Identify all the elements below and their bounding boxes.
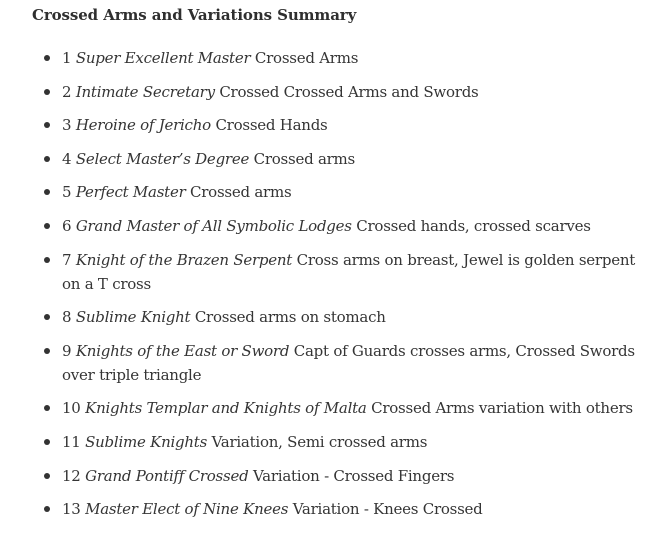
list-item	[44, 339, 656, 387]
list-item	[44, 80, 656, 104]
item-title: Grand Master of All Symbolic Lodges	[75, 216, 352, 235]
item-number: 2	[62, 82, 72, 101]
item-title: Sublime Knight	[75, 308, 191, 327]
item-title: Sublime Knights	[85, 432, 208, 451]
item-description: Crossed arms on stomach	[194, 308, 386, 327]
bullet-icon	[44, 89, 50, 95]
item-number: 7	[62, 250, 72, 269]
item-description: Capt of Guards crosses arms, Crossed Swords over triple triangle	[62, 341, 635, 384]
list-item	[44, 180, 656, 204]
item-number: 4	[62, 149, 72, 168]
list-item	[44, 430, 656, 454]
item-title: Knights of the East or Sword	[75, 341, 290, 360]
item-number: 10	[62, 399, 81, 418]
summary-heading: Crossed Arms and Variations Summary	[32, 6, 357, 24]
item-title: Perfect Master	[75, 183, 186, 202]
item-description: Variation - Knees Crossed	[292, 500, 483, 519]
bullet-icon	[44, 348, 50, 354]
item-number: 3	[62, 116, 72, 135]
list-item	[44, 464, 656, 488]
item-number: 6	[62, 216, 72, 235]
item-number: 13	[62, 500, 81, 519]
item-description: Crossed Arms	[254, 49, 359, 67]
item-title: Select Master’s Degree	[75, 149, 250, 168]
bullet-icon	[44, 506, 50, 512]
bullet-icon	[44, 189, 50, 195]
list-item	[44, 214, 656, 238]
item-number: 5	[62, 183, 72, 202]
item-title: Super Excellent Master	[75, 49, 251, 67]
item-number: 1	[62, 49, 72, 67]
item-description: Cross arms on breast, Jewel is golden serpent on a T cross	[62, 250, 636, 293]
item-description: Crossed Hands	[215, 116, 328, 135]
list-item	[44, 46, 656, 70]
item-description: Crossed hands, crossed scarves	[356, 216, 591, 235]
item-description: Variation, Semi crossed arms	[211, 432, 428, 451]
bullet-icon	[44, 156, 50, 162]
item-title: Master Elect of Nine Knees	[85, 500, 289, 519]
item-number: 12	[62, 466, 81, 485]
bullet-icon	[44, 405, 50, 411]
item-title: Grand Pontiff Crossed	[85, 466, 249, 485]
summary-list	[44, 46, 656, 531]
list-item	[44, 113, 656, 137]
item-title: Heroine of Jericho	[75, 116, 211, 135]
bullet-icon	[44, 257, 50, 263]
list-item	[44, 147, 656, 171]
list-item	[44, 305, 656, 329]
item-title: Intimate Secretary	[75, 82, 215, 101]
list-item	[44, 248, 656, 296]
item-description: Crossed arms	[253, 149, 355, 168]
item-description: Variation - Crossed Fingers	[252, 466, 455, 485]
item-description: Crossed arms	[190, 183, 292, 202]
bullet-icon	[44, 122, 50, 128]
item-number: 8	[62, 308, 72, 327]
item-description: Crossed Arms variation with others	[371, 399, 633, 418]
bullet-icon	[44, 439, 50, 445]
bullet-icon	[44, 223, 50, 229]
item-title: Knights Templar and Knights of Malta	[85, 399, 367, 418]
item-number: 9	[62, 341, 72, 360]
bullet-icon	[44, 314, 50, 320]
bullet-icon	[44, 55, 50, 61]
bullet-icon	[44, 473, 50, 479]
item-description: Crossed Crossed Arms and Swords	[219, 82, 479, 101]
item-number: 11	[62, 432, 81, 451]
item-title: Knight of the Brazen Serpent	[75, 250, 293, 269]
list-item	[44, 497, 656, 521]
list-item	[44, 396, 656, 420]
